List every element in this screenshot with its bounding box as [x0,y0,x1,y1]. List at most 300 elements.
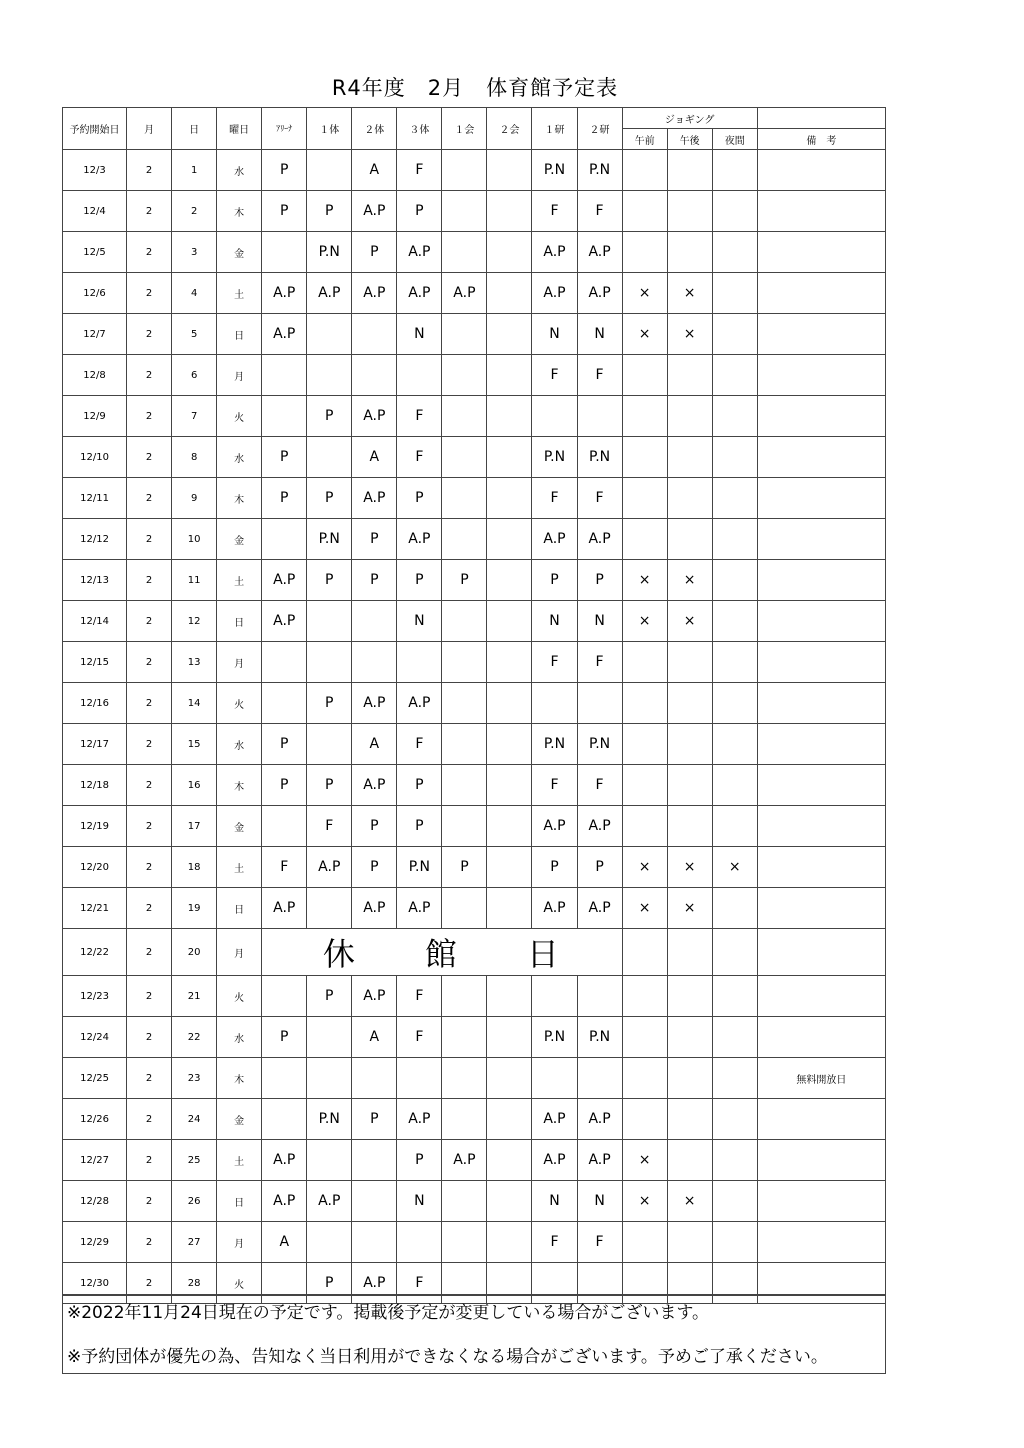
cell-meeting2 [487,724,532,765]
cell-jog-night [712,642,757,683]
cell-gym2 [352,1181,397,1222]
cell-month: 2 [127,601,172,642]
cell-gym3: F [397,437,442,478]
cell-weekday: 火 [217,683,262,724]
cell-gym2: A.P [352,765,397,806]
cell-month: 2 [127,1263,172,1304]
cell-jog-night [712,1181,757,1222]
cell-meeting2 [487,1017,532,1058]
cell-month: 2 [127,560,172,601]
cell-gym1: P [307,976,352,1017]
cell-training1: P [532,560,577,601]
cell-day: 13 [172,642,217,683]
cell-remarks [757,642,885,683]
cell-arena: P [262,150,307,191]
cell-gym3: F [397,976,442,1017]
cell-remarks [757,929,885,976]
cell-gym3: A.P [397,1099,442,1140]
cell-day: 5 [172,314,217,355]
cell-day: 23 [172,1058,217,1099]
cell-training2: N [577,1181,622,1222]
cell-month: 2 [127,1017,172,1058]
cell-remarks [757,976,885,1017]
cell-gym1: P [307,683,352,724]
cell-jog-morning [622,1099,667,1140]
cell-training2: F [577,642,622,683]
cell-weekday: 火 [217,396,262,437]
cell-gym2 [352,1058,397,1099]
cell-day: 25 [172,1140,217,1181]
cell-jog-morning: × [622,601,667,642]
cell-meeting1 [442,888,487,929]
cell-day: 6 [172,355,217,396]
cell-jog-night [712,1058,757,1099]
cell-weekday: 土 [217,273,262,314]
cell-reservation-start: 12/27 [63,1140,127,1181]
cell-arena [262,683,307,724]
cell-month: 2 [127,847,172,888]
cell-gym3: N [397,601,442,642]
cell-gym1: A.P [307,1181,352,1222]
cell-reservation-start: 12/20 [63,847,127,888]
cell-month: 2 [127,355,172,396]
cell-gym1 [307,1222,352,1263]
cell-meeting2 [487,437,532,478]
table-row [63,724,886,765]
cell-remarks [757,273,885,314]
cell-arena: A.P [262,314,307,355]
cell-training2: P.N [577,1017,622,1058]
cell-reservation-start: 12/8 [63,355,127,396]
cell-jog-night [712,1222,757,1263]
cell-meeting2 [487,232,532,273]
cell-reservation-start: 12/16 [63,683,127,724]
cell-gym3: A.P [397,519,442,560]
cell-training1 [532,683,577,724]
table-row [63,929,886,976]
cell-gym2: P [352,806,397,847]
cell-jog-night [712,396,757,437]
cell-gym2: A.P [352,976,397,1017]
cell-reservation-start: 12/24 [63,1017,127,1058]
cell-meeting1 [442,976,487,1017]
cell-reservation-start: 12/23 [63,976,127,1017]
cell-meeting2 [487,1222,532,1263]
cell-jog-afternoon [667,765,712,806]
cell-arena [262,1058,307,1099]
cell-reservation-start: 12/18 [63,765,127,806]
cell-jog-morning [622,1058,667,1099]
cell-meeting1 [442,642,487,683]
cell-gym3: N [397,314,442,355]
cell-reservation-start: 12/21 [63,888,127,929]
cell-training2: P [577,847,622,888]
cell-meeting1 [442,1099,487,1140]
cell-weekday: 土 [217,1140,262,1181]
cell-arena: P [262,765,307,806]
cell-jog-afternoon [667,683,712,724]
table-row [63,478,886,519]
cell-training1: A.P [532,232,577,273]
cell-day: 24 [172,1099,217,1140]
cell-jog-afternoon: × [667,273,712,314]
cell-jog-night [712,601,757,642]
cell-gym3: N [397,1181,442,1222]
cell-remarks [757,888,885,929]
cell-remarks [757,847,885,888]
cell-jog-afternoon: × [667,888,712,929]
cell-training2: F [577,478,622,519]
cell-jog-afternoon [667,519,712,560]
cell-meeting2 [487,478,532,519]
header-row [63,108,886,129]
cell-meeting2 [487,806,532,847]
cell-meeting1 [442,601,487,642]
cell-meeting2 [487,396,532,437]
table-row [63,191,886,232]
cell-jog-afternoon [667,232,712,273]
cell-jog-afternoon: × [667,1181,712,1222]
cell-weekday: 月 [217,642,262,683]
header-jogging: ジョギング [622,108,757,129]
cell-gym1: P [307,1263,352,1304]
cell-training1: P.N [532,437,577,478]
cell-remarks [757,560,885,601]
closed-day-cell: 休 館 日 [262,929,622,976]
cell-day: 27 [172,1222,217,1263]
cell-gym1 [307,150,352,191]
cell-remarks [757,478,885,519]
cell-meeting1: A.P [442,1140,487,1181]
cell-meeting1 [442,1017,487,1058]
cell-training2: A.P [577,1140,622,1181]
cell-day: 20 [172,929,217,976]
cell-jog-afternoon: × [667,560,712,601]
cell-meeting2 [487,601,532,642]
cell-month: 2 [127,191,172,232]
cell-jog-afternoon [667,1099,712,1140]
cell-training1: N [532,314,577,355]
cell-arena: A.P [262,888,307,929]
cell-jog-night [712,437,757,478]
cell-gym3: A.P [397,273,442,314]
cell-remarks [757,232,885,273]
cell-weekday: 木 [217,478,262,519]
cell-jog-afternoon [667,1222,712,1263]
table-row [63,314,886,355]
cell-training2: A.P [577,232,622,273]
cell-month: 2 [127,976,172,1017]
cell-gym3: F [397,1263,442,1304]
note-schedule-change: ※2022年11月24日現在の予定です。掲載後予定が変更している場合がございます。 [67,1303,710,1323]
cell-gym3: P [397,560,442,601]
cell-meeting2 [487,560,532,601]
cell-training1: N [532,601,577,642]
cell-gym3: P [397,191,442,232]
cell-training2: F [577,191,622,232]
table-row [63,806,886,847]
cell-jog-morning [622,191,667,232]
cell-meeting2 [487,1140,532,1181]
cell-jog-night [712,314,757,355]
cell-remarks [757,1099,885,1140]
cell-meeting1 [442,150,487,191]
cell-gym1: P [307,765,352,806]
cell-meeting2 [487,765,532,806]
cell-meeting2 [487,888,532,929]
cell-arena: F [262,847,307,888]
cell-month: 2 [127,273,172,314]
cell-meeting1 [442,519,487,560]
cell-gym2 [352,1140,397,1181]
cell-arena: P [262,1017,307,1058]
cell-gym1 [307,888,352,929]
cell-gym1: A.P [307,847,352,888]
table-row [63,601,886,642]
cell-training2: N [577,601,622,642]
cell-reservation-start: 12/9 [63,396,127,437]
cell-arena [262,642,307,683]
cell-gym2: A.P [352,273,397,314]
table-row [63,150,886,191]
header-training1: １研 [532,108,577,150]
cell-gym2: A.P [352,478,397,519]
cell-reservation-start: 12/3 [63,150,127,191]
cell-month: 2 [127,519,172,560]
header-meeting2: ２会 [487,108,532,150]
cell-day: 26 [172,1181,217,1222]
cell-arena: A.P [262,560,307,601]
header-remarks: 備 考 [757,129,885,150]
cell-remarks [757,191,885,232]
cell-training1: P [532,847,577,888]
cell-arena [262,232,307,273]
cell-gym1 [307,1017,352,1058]
cell-day: 1 [172,150,217,191]
cell-meeting1 [442,1058,487,1099]
cell-month: 2 [127,929,172,976]
table-row [63,847,886,888]
cell-jog-morning [622,232,667,273]
header-month: 月 [127,108,172,150]
cell-weekday: 水 [217,1017,262,1058]
cell-training2 [577,1058,622,1099]
cell-training1: P.N [532,724,577,765]
cell-gym3 [397,642,442,683]
cell-training2: F [577,1222,622,1263]
cell-remarks [757,806,885,847]
cell-jog-morning: × [622,1140,667,1181]
cell-jog-night [712,724,757,765]
cell-jog-afternoon [667,478,712,519]
cell-gym3: F [397,150,442,191]
cell-remarks [757,1222,885,1263]
cell-meeting2 [487,191,532,232]
cell-jog-afternoon: × [667,601,712,642]
cell-reservation-start: 12/14 [63,601,127,642]
cell-training1: A.P [532,888,577,929]
cell-jog-night [712,273,757,314]
cell-gym1: P.N [307,232,352,273]
cell-jog-morning: × [622,1181,667,1222]
cell-weekday: 金 [217,519,262,560]
cell-training1: A.P [532,273,577,314]
cell-gym3: P [397,806,442,847]
cell-training2 [577,396,622,437]
cell-gym3: F [397,1017,442,1058]
cell-reservation-start: 12/10 [63,437,127,478]
cell-gym1 [307,1058,352,1099]
cell-training2 [577,683,622,724]
cell-remarks [757,1017,885,1058]
cell-meeting1 [442,724,487,765]
table-row [63,683,886,724]
cell-remarks [757,601,885,642]
cell-jog-morning: × [622,888,667,929]
cell-gym1: P [307,478,352,519]
cell-month: 2 [127,1222,172,1263]
cell-month: 2 [127,1099,172,1140]
cell-training1 [532,976,577,1017]
cell-meeting1 [442,478,487,519]
cell-jog-afternoon [667,437,712,478]
cell-training1: F [532,478,577,519]
header-jog-morning: 午前 [622,129,667,150]
cell-day: 2 [172,191,217,232]
cell-training2: P.N [577,150,622,191]
cell-day: 14 [172,683,217,724]
table-row [63,888,886,929]
cell-training1: A.P [532,1140,577,1181]
cell-remarks [757,683,885,724]
cell-training2: P [577,560,622,601]
cell-jog-morning: × [622,560,667,601]
cell-training1: P.N [532,150,577,191]
cell-training1: N [532,1181,577,1222]
cell-arena: A.P [262,1140,307,1181]
header-meeting1: １会 [442,108,487,150]
cell-remarks [757,724,885,765]
cell-jog-morning [622,642,667,683]
cell-jog-night [712,519,757,560]
cell-jog-afternoon [667,929,712,976]
cell-jog-morning [622,1222,667,1263]
cell-arena: A [262,1222,307,1263]
cell-day: 16 [172,765,217,806]
page-title: R4年度 2月 体育館予定表 [331,76,619,100]
cell-meeting2 [487,519,532,560]
cell-training2: F [577,355,622,396]
cell-day: 7 [172,396,217,437]
header-day: 日 [172,108,217,150]
cell-jog-afternoon [667,396,712,437]
cell-meeting1 [442,437,487,478]
cell-gym2: A [352,437,397,478]
cell-training1: A.P [532,1099,577,1140]
cell-gym2: A [352,1017,397,1058]
cell-gym1: P [307,560,352,601]
cell-day: 19 [172,888,217,929]
header-arena: ｱﾘｰﾅ [262,108,307,150]
cell-gym2: A.P [352,191,397,232]
cell-gym3: P [397,1140,442,1181]
cell-meeting1 [442,765,487,806]
cell-weekday: 金 [217,806,262,847]
cell-arena [262,806,307,847]
cell-month: 2 [127,888,172,929]
cell-reservation-start: 12/13 [63,560,127,601]
cell-meeting1 [442,191,487,232]
cell-weekday: 水 [217,150,262,191]
cell-gym2: A.P [352,888,397,929]
header-reservation-start: 予約開始日 [63,108,127,150]
cell-jog-night [712,976,757,1017]
cell-gym1 [307,724,352,765]
cell-jog-night [712,888,757,929]
table-row [63,1181,886,1222]
table-row [63,273,886,314]
cell-jog-afternoon [667,1140,712,1181]
table-row [63,765,886,806]
cell-weekday: 木 [217,1058,262,1099]
cell-weekday: 月 [217,1222,262,1263]
cell-gym3: P [397,765,442,806]
cell-day: 9 [172,478,217,519]
cell-jog-night [712,929,757,976]
cell-jog-night [712,1099,757,1140]
cell-training2: A.P [577,888,622,929]
cell-reservation-start: 12/30 [63,1263,127,1304]
cell-arena: P [262,437,307,478]
cell-meeting1 [442,314,487,355]
cell-meeting2 [487,1058,532,1099]
cell-reservation-start: 12/19 [63,806,127,847]
cell-remarks [757,1140,885,1181]
cell-training1: F [532,765,577,806]
cell-remarks [757,519,885,560]
table-row [63,355,886,396]
cell-meeting2 [487,150,532,191]
cell-jog-night [712,560,757,601]
cell-reservation-start: 12/6 [63,273,127,314]
cell-jog-morning [622,976,667,1017]
cell-gym1: P [307,396,352,437]
cell-month: 2 [127,396,172,437]
cell-month: 2 [127,1140,172,1181]
cell-weekday: 日 [217,601,262,642]
cell-gym3: P [397,478,442,519]
cell-gym1 [307,355,352,396]
table-row [63,519,886,560]
cell-day: 3 [172,232,217,273]
cell-weekday: 水 [217,724,262,765]
cell-training2: F [577,765,622,806]
cell-jog-night [712,150,757,191]
cell-jog-afternoon: × [667,314,712,355]
cell-gym2: P [352,1099,397,1140]
table-row [63,1222,886,1263]
header-gym1: １体 [307,108,352,150]
cell-jog-night [712,683,757,724]
cell-gym1 [307,437,352,478]
cell-meeting1: P [442,847,487,888]
cell-gym1 [307,642,352,683]
cell-jog-night [712,1017,757,1058]
cell-arena [262,396,307,437]
cell-gym3: F [397,396,442,437]
cell-gym2: P [352,560,397,601]
cell-training1: F [532,1222,577,1263]
